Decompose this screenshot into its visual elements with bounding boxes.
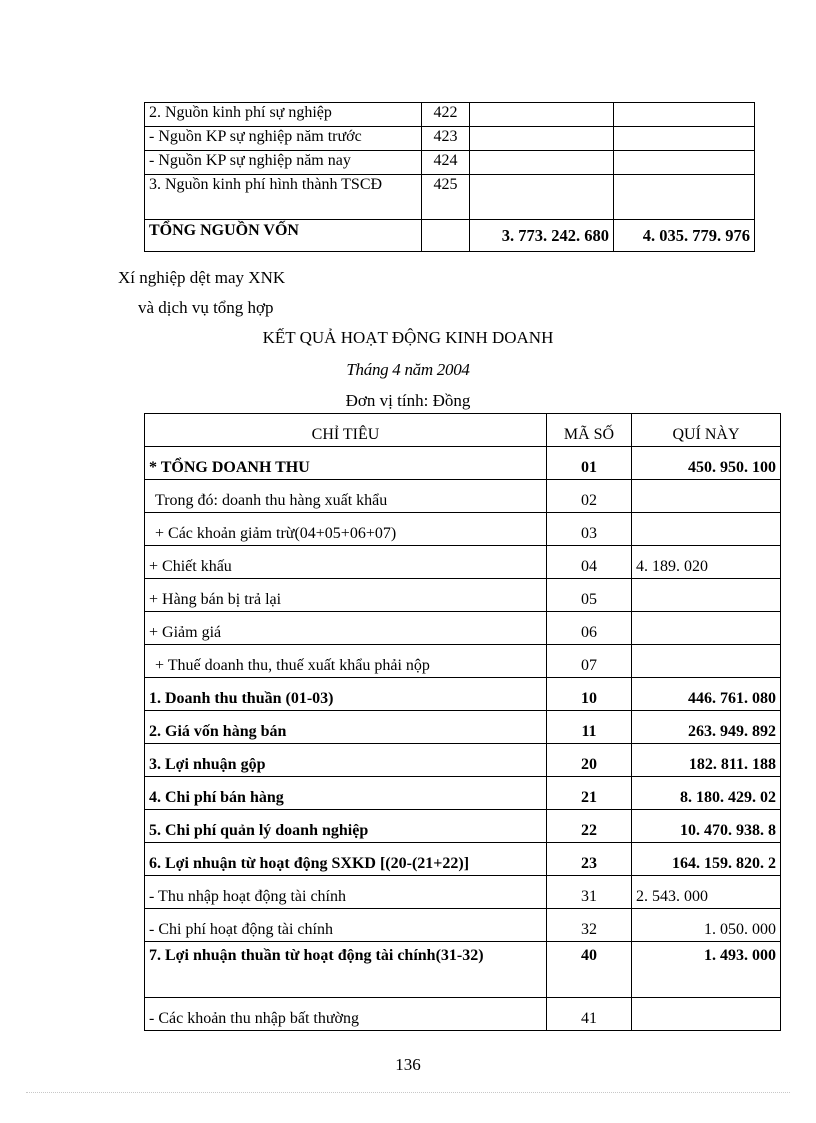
page-number: 136 — [395, 1055, 421, 1074]
row-label: 5. Chi phí quản lý doanh nghiệp — [145, 810, 547, 843]
capital-sources-table — [144, 102, 755, 252]
table-row — [145, 876, 781, 909]
row-value — [632, 998, 781, 1031]
row-code: 03 — [547, 513, 632, 546]
row-value — [632, 612, 781, 645]
table-row — [145, 103, 755, 127]
row-label: 3. Nguồn kinh phí hình thành TSCĐ — [145, 175, 422, 220]
row-value-end — [614, 127, 755, 151]
table-row — [145, 579, 781, 612]
table-row — [145, 480, 781, 513]
row-value-start — [470, 103, 614, 127]
row-label: + Hàng bán bị trả lại — [145, 579, 547, 612]
table-row — [145, 942, 781, 998]
row-label: + Giảm giá — [145, 612, 547, 645]
row-value: 450. 950. 100 — [632, 447, 781, 480]
table-row — [145, 777, 781, 810]
row-code: 22 — [547, 810, 632, 843]
row-label: + Thuế doanh thu, thuế xuất khẩu phải nộp — [145, 645, 547, 678]
table-row — [145, 513, 781, 546]
row-code: 423 — [422, 127, 470, 151]
table-row — [145, 175, 755, 220]
row-value — [632, 480, 781, 513]
row-code: 23 — [547, 843, 632, 876]
row-code: 11 — [547, 711, 632, 744]
row-code: 10 — [547, 678, 632, 711]
total-label: TỔNG NGUỒN VỐN — [145, 220, 422, 252]
table-row — [145, 546, 781, 579]
row-value-start — [470, 127, 614, 151]
row-code: 01 — [547, 447, 632, 480]
row-label: + Các khoản giảm trừ(04+05+06+07) — [145, 513, 547, 546]
row-label: - Các khoản thu nhập bất thường — [145, 998, 547, 1031]
row-value: 10. 470. 938. 8 — [632, 810, 781, 843]
row-label: 3. Lợi nhuận gộp — [145, 744, 547, 777]
row-value-end — [614, 103, 755, 127]
row-value: 1. 050. 000 — [632, 909, 781, 942]
row-code: 41 — [547, 998, 632, 1031]
row-label: - Chi phí hoạt động tài chính — [145, 909, 547, 942]
row-label: - Nguồn KP sự nghiệp năm trước — [145, 127, 422, 151]
table-row — [145, 744, 781, 777]
row-value-end — [614, 175, 755, 220]
row-code: 422 — [422, 103, 470, 127]
row-code: 31 — [547, 876, 632, 909]
header-code: MÃ SỐ — [547, 414, 632, 447]
total-value-start: 3. 773. 242. 680 — [470, 220, 614, 252]
row-code: 07 — [547, 645, 632, 678]
table-row — [145, 909, 781, 942]
table-row — [145, 843, 781, 876]
row-code: 21 — [547, 777, 632, 810]
row-label: 7. Lợi nhuận thuần từ hoạt động tài chính(31-32) — [145, 942, 547, 998]
table-row — [145, 612, 781, 645]
row-value: 8. 180. 429. 02 — [632, 777, 781, 810]
organization-subtitle: và dịch vụ tổng hợp — [138, 298, 274, 317]
row-value: 2. 543. 000 — [632, 876, 781, 909]
row-label: - Thu nhập hoạt động tài chính — [145, 876, 547, 909]
row-code: 424 — [422, 151, 470, 175]
row-code: 02 — [547, 480, 632, 513]
row-code: 06 — [547, 612, 632, 645]
row-value-end — [614, 151, 755, 175]
row-label: 4. Chi phí bán hàng — [145, 777, 547, 810]
row-value: 164. 159. 820. 2 — [632, 843, 781, 876]
row-value: 446. 761. 080 — [632, 678, 781, 711]
table-row — [145, 810, 781, 843]
row-label: - Nguồn KP sự nghiệp năm nay — [145, 151, 422, 175]
currency-unit: Đơn vị tính: Đồng — [345, 391, 471, 410]
row-value: 4. 189. 020 — [632, 546, 781, 579]
total-row — [145, 220, 755, 252]
organization-name: Xí nghiệp dệt may XNK — [118, 268, 286, 287]
row-label: + Chiết khấu — [145, 546, 547, 579]
row-value: 1. 493. 000 — [632, 942, 781, 998]
report-title: KẾT QUẢ HOẠT ĐỘNG KINH DOANH — [262, 328, 554, 347]
header-indicator: CHỈ TIÊU — [145, 414, 547, 447]
row-label: Trong đó: doanh thu hàng xuất khẩu — [145, 480, 547, 513]
row-value-start — [470, 151, 614, 175]
report-period: Tháng 4 năm 2004 — [346, 360, 470, 379]
table-row — [145, 127, 755, 151]
row-value: 263. 949. 892 — [632, 711, 781, 744]
table-header — [145, 414, 781, 447]
header-value: QUÍ NÀY — [632, 414, 781, 447]
row-value — [632, 579, 781, 612]
row-code: 425 — [422, 175, 470, 220]
table-row — [145, 151, 755, 175]
page-bottom-divider — [26, 1092, 790, 1093]
row-value: 182. 811. 188 — [632, 744, 781, 777]
row-label: 6. Lợi nhuận từ hoạt động SXKD [(20-(21+22)] — [145, 843, 547, 876]
row-value — [632, 513, 781, 546]
table-row — [145, 645, 781, 678]
table-row — [145, 998, 781, 1031]
table-row — [145, 447, 781, 480]
income-statement-table — [144, 413, 781, 1031]
table-row — [145, 678, 781, 711]
row-code: 40 — [547, 942, 632, 998]
row-label: 2. Nguồn kinh phí sự nghiệp — [145, 103, 422, 127]
row-label: * TỔNG DOANH THU — [145, 447, 547, 480]
row-label: 2. Giá vốn hàng bán — [145, 711, 547, 744]
total-code — [422, 220, 470, 252]
row-label: 1. Doanh thu thuần (01-03) — [145, 678, 547, 711]
row-code: 32 — [547, 909, 632, 942]
row-value — [632, 645, 781, 678]
row-code: 20 — [547, 744, 632, 777]
row-code: 04 — [547, 546, 632, 579]
total-value-end: 4. 035. 779. 976 — [614, 220, 755, 252]
table-row — [145, 711, 781, 744]
row-value-start — [470, 175, 614, 220]
row-code: 05 — [547, 579, 632, 612]
